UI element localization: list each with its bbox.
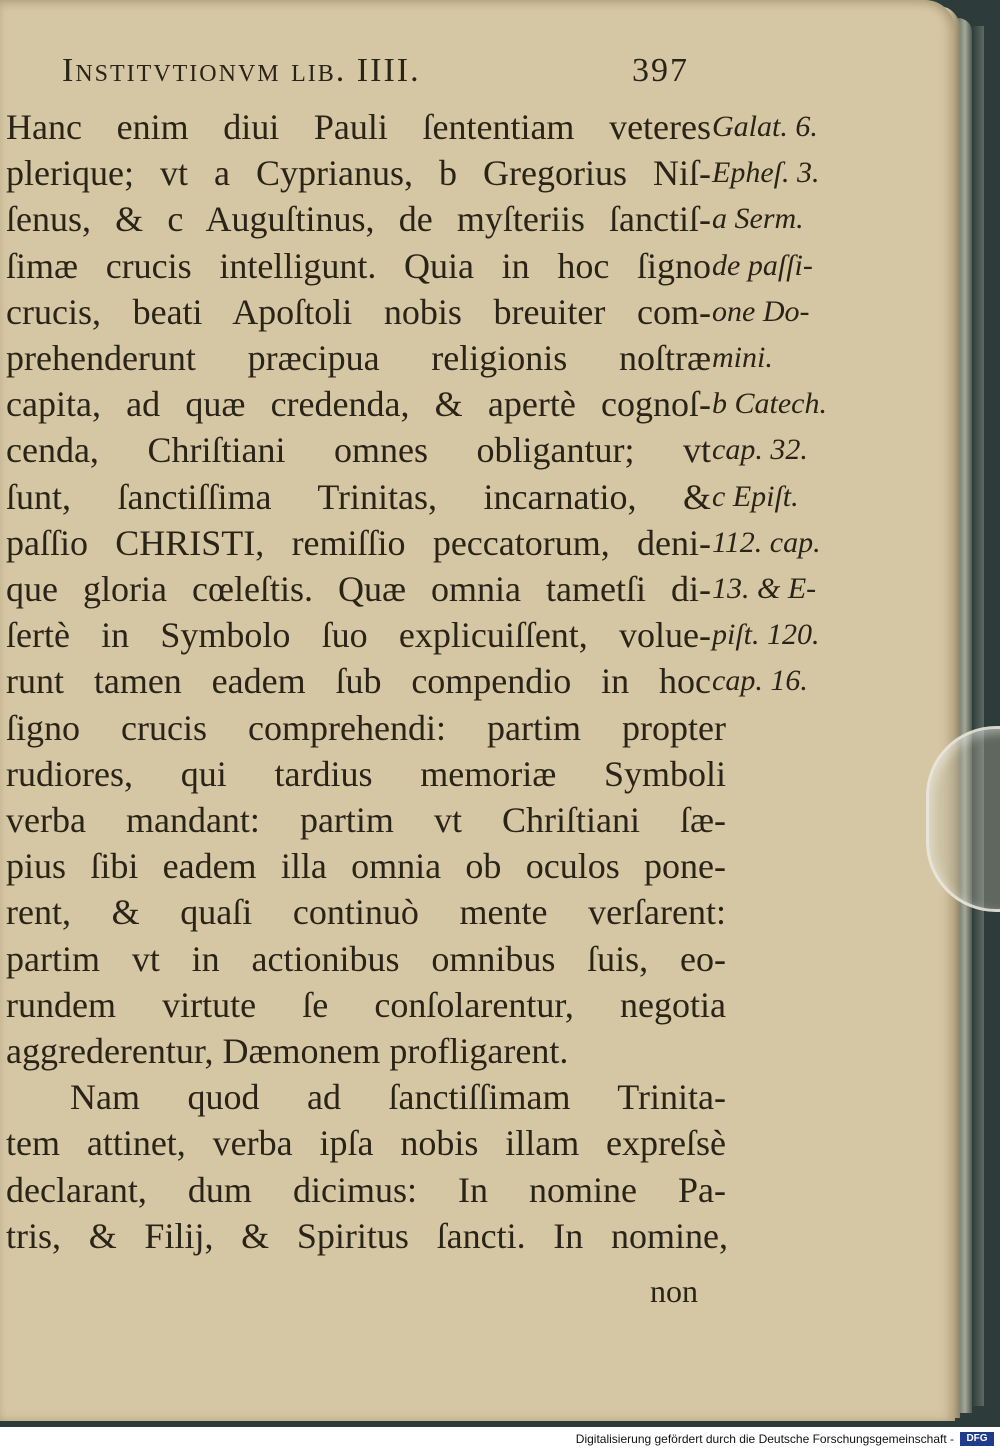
marginal-note: 13. & E-	[712, 572, 817, 605]
text-line: crucis, beati Apoſtoli nobis breuiter com-	[6, 291, 711, 332]
marginal-note: one Do-	[712, 294, 810, 328]
marginal-note: de paſſi-	[712, 248, 813, 282]
text-line: Nam quod ad ſanctiſſimam Trinita-	[70, 1077, 726, 1118]
marginal-note: Galat. 6.	[712, 110, 818, 143]
text-line: paſſio CHRISTI, remiſſio peccatorum, deni-	[6, 522, 711, 563]
dfg-logo-icon: DFG	[960, 1432, 994, 1446]
marginal-note: 112. cap.	[712, 525, 821, 559]
text-line: ſigno crucis comprehendi: partim propter	[6, 707, 726, 748]
text-line: cenda, Chriſtiani omnes obligantur; vt	[6, 430, 711, 471]
text-line: pius ſibi eadem illa omnia ob oculos pone-	[6, 846, 726, 887]
marginal-note: a Serm.	[712, 202, 804, 236]
text-line: rent, & quaſi continuò mente verſarent:	[6, 892, 726, 933]
text-line: ſunt, ſanctiſſima Trinitas, incarnatio, &	[6, 476, 711, 517]
marginal-note: c Epiſt.	[712, 479, 799, 513]
text-line: partim vt in actionibus omnibus ſuis, eo-	[6, 938, 726, 979]
text-line: runt tamen eadem ſub compendio in hoc	[6, 661, 711, 702]
running-title: Institvtionvm lib. IIII.	[62, 52, 421, 89]
page-number: 397	[632, 52, 689, 89]
footer-credit: Digitalisierung gefördert durch die Deutsche Forschungsgemeinschaft -	[575, 1432, 954, 1446]
text-line: ſimæ crucis intelligunt. Quia in hoc ſigno	[6, 245, 711, 286]
text-line: declarant, dum dicimus: In nomine Pa-	[6, 1169, 726, 1210]
running-header	[62, 52, 742, 98]
text-line: tem attinet, verba ipſa nobis illam expreſsè	[6, 1123, 726, 1164]
footer-bar	[0, 1427, 1000, 1451]
marginal-note: cap. 16.	[712, 664, 808, 698]
text-line: capita, ad quæ credenda, & apertè cognoſ-	[6, 384, 711, 425]
marginal-note: piſt. 120.	[712, 618, 820, 652]
catchword: non	[650, 1273, 698, 1309]
text-line: plerique; vt a Cyprianus, b Gregorius Niſ-	[6, 153, 711, 194]
text-line: rudiores, qui tardius memoriæ Symboli	[6, 753, 726, 794]
text-line: que gloria cœleſtis. Quæ omnia tametſi di-	[6, 569, 711, 609]
text-line: Hanc enim diui Pauli ſententiam veteres	[6, 107, 711, 147]
marginal-note: mini.	[712, 341, 773, 374]
marginal-note: b Catech.	[712, 387, 827, 421]
book-edge	[958, 18, 972, 1413]
text-line: ſenus, & c Auguſtinus, de myſteriis ſanctiſ-	[6, 199, 711, 240]
text-line: aggrederentur, Dæmonem profligarent.	[6, 1031, 569, 1071]
text-line: prehenderunt præcipua religionis noſtræ	[6, 338, 711, 378]
marginal-note: cap. 32.	[712, 433, 808, 467]
text-line: tris, & Filij, & Spiritus ſancti. In nomine,	[6, 1215, 728, 1256]
text-line: ſertè in Symbolo ſuo explicuiſſent, volue-	[6, 615, 711, 656]
marginal-note: Epheſ. 3.	[712, 156, 820, 190]
book-edge	[972, 26, 984, 1406]
text-line: verba mandant: partim vt Chriſtiani ſæ-	[6, 800, 726, 840]
text-line: rundem virtute ſe conſolarentur, negotia	[6, 984, 726, 1025]
